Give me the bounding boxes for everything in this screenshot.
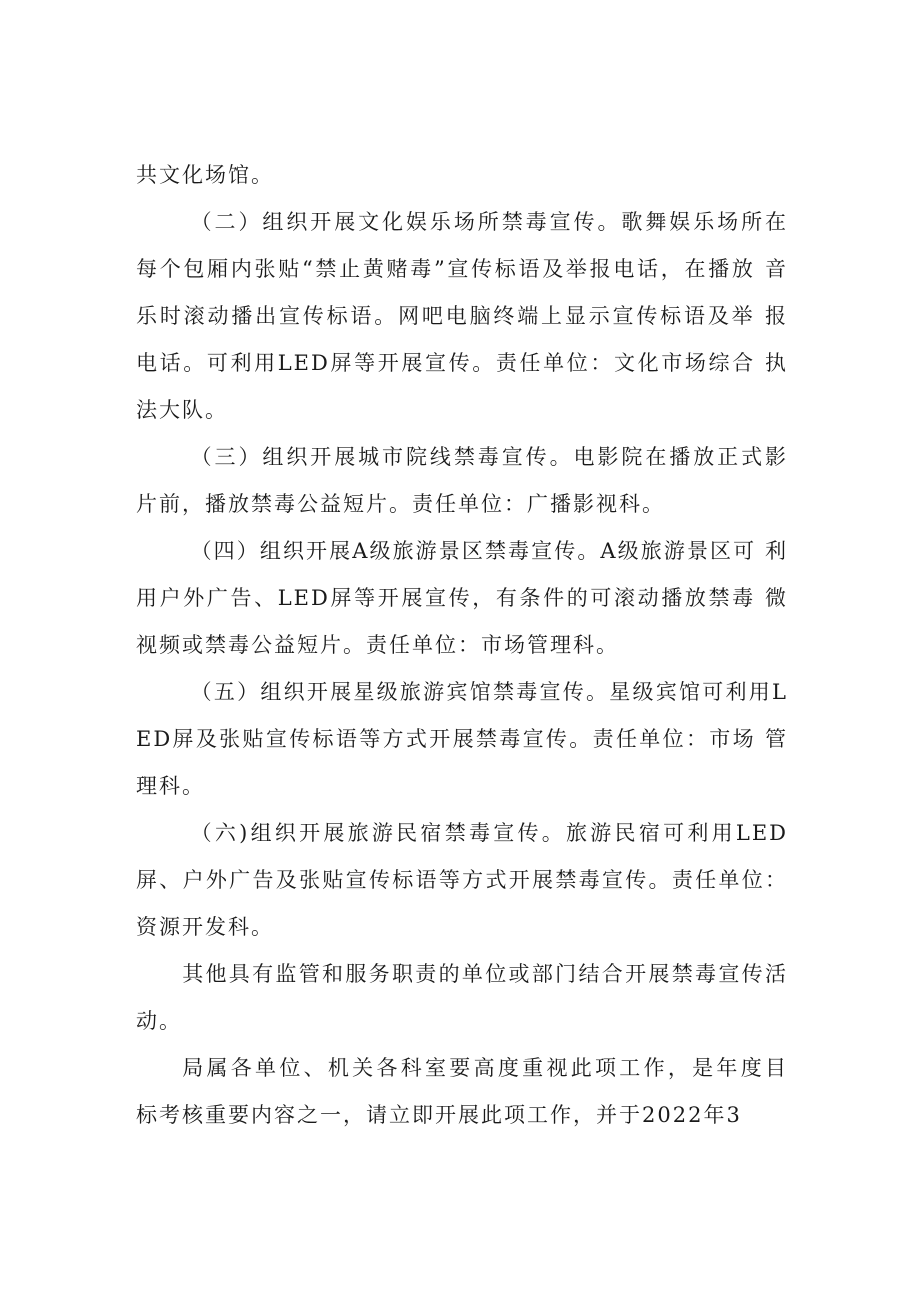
- paragraph-cinemas: （三）组织开展城市院线禁毒宣传。电影院在播放正式影片前，播放禁毒公益短片。责任单位：广播影视科。: [136, 445, 788, 516]
- document-body: [136, 152, 788, 1139]
- paragraph-entertainment-venues: （二）组织开展文化娱乐场所禁毒宣传。歌舞娱乐场所在每个包厢内张贴“禁止黄赌毒”宣传标语及举报电话，在播放 音乐时滚动播出宣传标语。网吧电脑终端上显示宣传标语及举 报电话。可利用LED屏等开展宣传。责任单位：文化市场综合 执法大队。: [136, 210, 788, 422]
- paragraph-requirements: 局属各单位、机关各科室要高度重视此项工作，是年度目 标考核重要内容之一，请立即开展此项工作，并于2022年3: [136, 1056, 788, 1127]
- paragraph-homestays: （六)组织开展旅游民宿禁毒宣传。旅游民宿可利用LED 屏、户外广告及张贴宣传标语等方式开展禁毒宣传。责任单位： 资源开发科。: [136, 821, 788, 939]
- paragraph-continuation: 共文化场馆。: [136, 163, 274, 187]
- paragraph-star-hotels: （五）组织开展星级旅游宾馆禁毒宣传。星级宾馆可利用LED屏及张贴宣传标语等方式开展禁毒宣传。责任单位：市场 管理科。: [136, 680, 788, 798]
- paragraph-other-units: 其他具有监管和服务职责的单位或部门结合开展禁毒宣传活动。: [136, 962, 788, 1033]
- paragraph-scenic-areas: （四）组织开展A级旅游景区禁毒宣传。A级旅游景区可 利用户外广告、LED屏等开展宣传，有条件的可滚动播放禁毒 微视频或禁毒公益短片。责任单位：市场管理科。: [136, 539, 788, 657]
